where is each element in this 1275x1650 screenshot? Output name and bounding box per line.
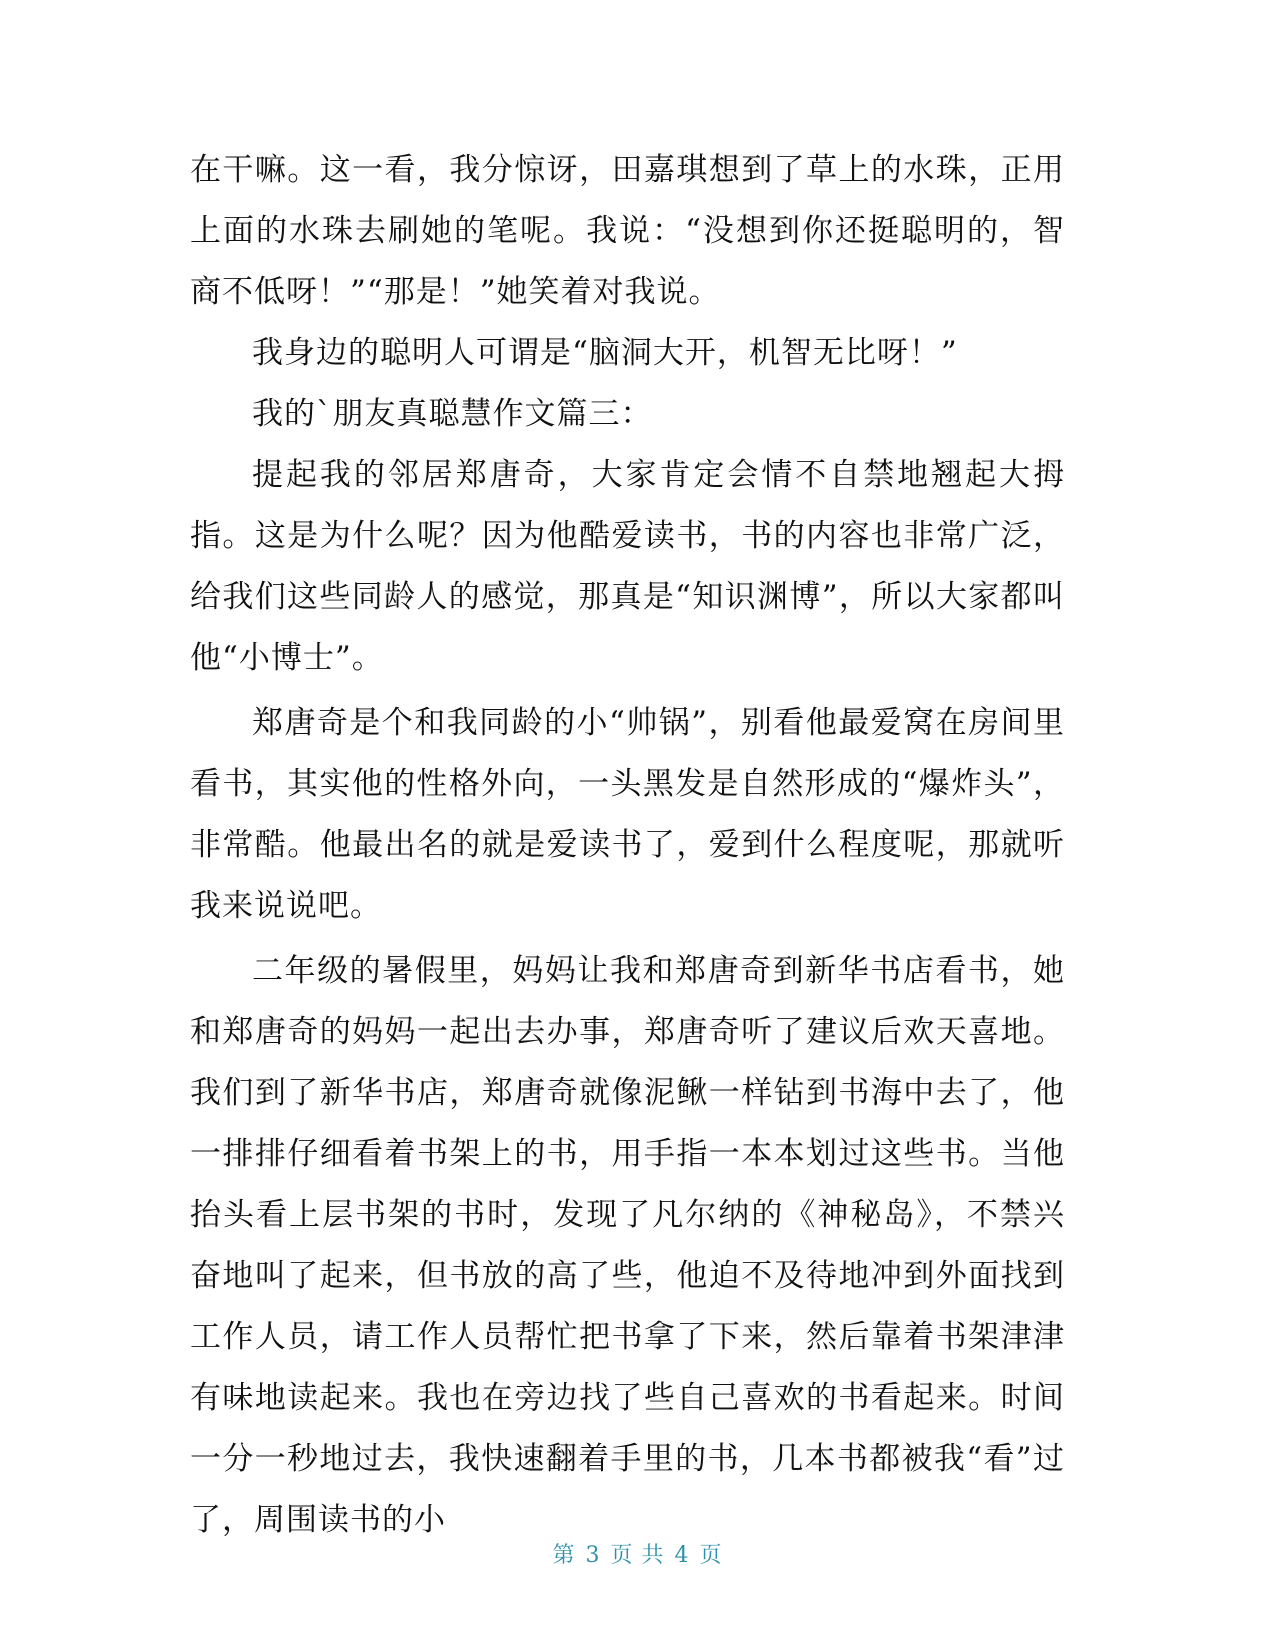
paragraph-continued: 在干嘛。这一看，我分惊讶，田嘉琪想到了草上的水珠，正用上面的水珠去刷她的笔呢。我说：“没想到你还挺聪明的，智商不低呀！”“那是！”她笑着对我说。 <box>190 152 1065 310</box>
page-footer <box>0 1538 1275 1569</box>
footer-prefix: 第 <box>552 1543 576 1568</box>
paragraph-description: 郑唐奇是个和我同龄的小“帅锅”，别看他最爱窝在房间里看书，其实他的性格外向，一头黑发是自然形成的“爆炸头”，非常酷。他最出名的就是爱读书了，爱到什么程度呢，那就听我来说说吧。 <box>190 705 1065 924</box>
footer-total-pages: 4 <box>674 1543 690 1568</box>
footer-suffix: 页 <box>699 1543 723 1568</box>
section-heading: 我的`朋友真聪慧作文篇三： <box>252 396 653 432</box>
paragraph-summary: 我身边的聪明人可谓是“脑洞大开，机智无比呀！” <box>252 335 958 371</box>
footer-page-number: 3 <box>585 1543 601 1568</box>
document-body <box>190 140 1065 1551</box>
paragraph-intro: 提起我的邻居郑唐奇，大家肯定会情不自禁地翘起大拇指。这是为什么呢？因为他酷爱读书，书的内容也非常广泛，给我们这些同龄人的感觉，那真是“知识渊博”，所以大家都叫他“小博士”。 <box>190 457 1065 676</box>
footer-middle: 页 共 <box>610 1543 665 1568</box>
paragraph-story: 二年级的暑假里，妈妈让我和郑唐奇到新华书店看书，她和郑唐奇的妈妈一起出去办事，郑唐奇听了建议后欢天喜地。我们到了新华书店，郑唐奇就像泥鳅一样钻到书海中去了，他一排排仔细看着书架上的书，用手指一本本划过这些书。当他抬头看上层书架的书时，发现了凡尔纳的《神秘岛》，不禁兴奋地叫了起来，但书放的高了些，他迫不及待地冲到外面找到工作人员，请工作人员帮忙把书拿了下来，然后靠着书架津津有味地读起来。我也在旁边找了些自己喜欢的书看起来。时间一分一秒地过去，我快速翻着手里的书，几本书都被我“看”过了，周围读书的小 <box>190 953 1065 1538</box>
